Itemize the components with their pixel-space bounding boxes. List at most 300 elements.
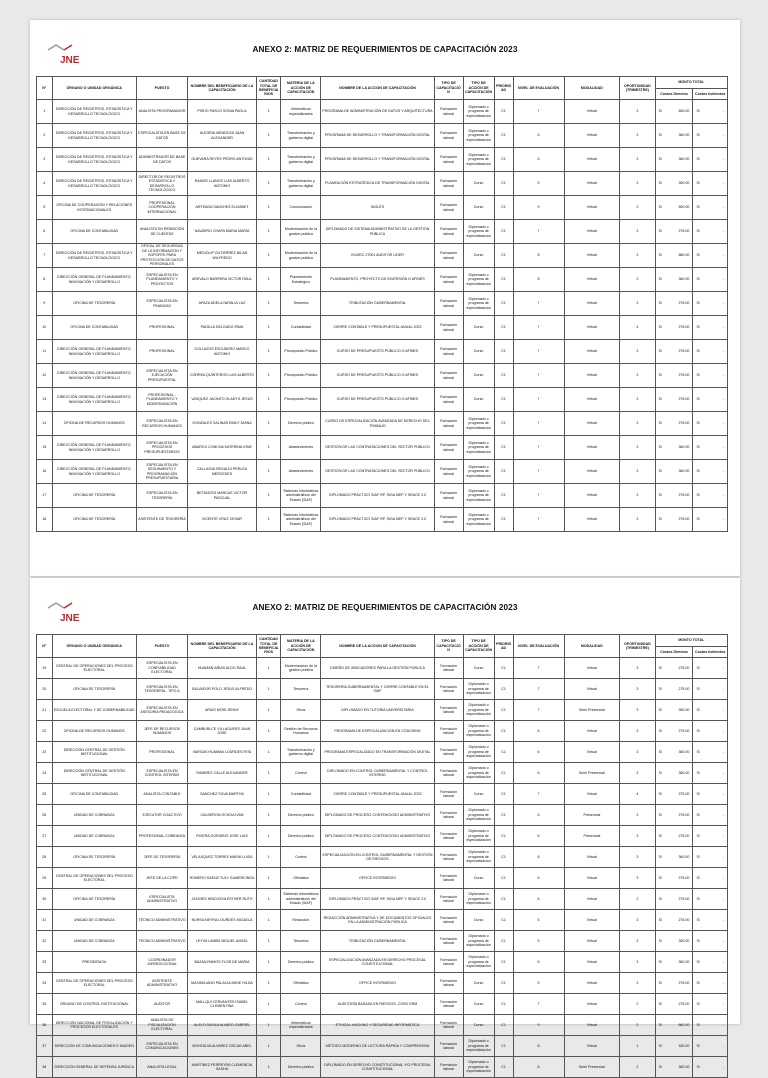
cell-materia: Transformación y gobierno digital — [281, 124, 321, 148]
cell-tipo: Formación laboral — [434, 364, 463, 388]
amount-value: - — [722, 854, 724, 859]
cell-materia: Transformación y gobierno digital — [281, 148, 321, 172]
cell-accion: TESORERÍA GUBERNAMENTAL Y CIERRE CONTABLE EN EL SIAF — [321, 679, 434, 700]
cell-indirecto — [693, 910, 728, 931]
cell-organo: DIRECCIÓN GENERAL DE PLANEAMIENTO, INNOVACIÓN Y DESARROLLO — [52, 340, 136, 364]
cell-nivel: 7 — [513, 412, 564, 436]
cell-puesto: PROFESIONAL — [136, 316, 187, 340]
currency-symbol: S/ — [696, 791, 700, 796]
cell-tipo_accion: Diplomado o programa de especialización — [463, 268, 494, 292]
cell-oportunidad: 3 — [620, 910, 656, 931]
cell-indirecto — [693, 124, 728, 148]
cell-nivel: 7 — [513, 784, 564, 805]
cell-oportunidad: 3 — [620, 172, 656, 196]
cell-accion: PLANEACIÓN ESTRATÉGICA DE TRANSFORMACIÓN DIGITAL — [321, 172, 434, 196]
cell-n: 6 — [37, 220, 53, 244]
cell-indirecto — [693, 148, 728, 172]
cell-n: 25 — [37, 784, 53, 805]
currency-symbol: S/ — [658, 1022, 663, 1027]
cell-tipo: Formación laboral — [434, 994, 463, 1015]
cell-accion: DIPLOMADO PRÁCTICO SIAF RP, SIGA MEF Y SEACE 3.0 — [321, 484, 434, 508]
cell-beneficiario: MAXIMILIANO PALACIA MIKIE HILDA — [188, 973, 257, 994]
cell-n: 23 — [37, 742, 53, 763]
cell-n: 32 — [37, 931, 53, 952]
cell-prioridad: C1 — [494, 700, 513, 721]
table-row — [37, 220, 728, 244]
table-row — [37, 148, 728, 172]
svg-text:JNE: JNE — [60, 613, 80, 624]
cell-puesto: COORDINADOR JURISDICCIONAL — [136, 952, 187, 973]
currency-symbol: S/ — [696, 854, 700, 859]
cell-accion: MÉTODO MODERNO DE LECTURA RÁPIDA Y COMPRENSIVA — [321, 1036, 434, 1057]
cell-organo: DIRECCIÓN DE REGISTROS, ESTADÍSTICA Y DESARROLLO TECNOLÓGICO — [52, 124, 136, 148]
table-row — [37, 460, 728, 484]
cell-cantidad: 1 — [256, 700, 280, 721]
cell-nivel: 8 — [513, 1036, 564, 1057]
amount-value: 360.00 — [678, 770, 690, 775]
cell-modalidad: Virtual — [564, 220, 620, 244]
currency-symbol: S/ — [696, 728, 700, 733]
cell-n: 31 — [37, 910, 53, 931]
cell-beneficiario: HUAMAN ARIAS ALDO RAUL — [188, 658, 257, 679]
cell-n: 13 — [37, 388, 53, 412]
cell-tipo_accion: Diplomado o programa de especialización — [463, 508, 494, 532]
amount-value: - — [722, 1022, 724, 1027]
cell-prioridad: C1 — [494, 316, 513, 340]
cell-directo — [655, 1015, 693, 1036]
cell-beneficiario: RIVERA GORIARIO JOSE LUIS — [188, 826, 257, 847]
cell-tipo_accion: Diplomado o programa de especialización — [463, 742, 494, 763]
cell-materia: Ofimática — [281, 868, 321, 889]
amount-value: - — [722, 770, 724, 775]
cell-indirecto — [693, 826, 728, 847]
cell-indirecto — [693, 889, 728, 910]
cell-cantidad: 1 — [256, 973, 280, 994]
cell-modalidad: Virtual — [564, 931, 620, 952]
cell-modalidad: Virtual — [564, 994, 620, 1015]
cell-tipo_accion: Curso — [463, 172, 494, 196]
cell-cantidad: 1 — [256, 196, 280, 220]
cell-oportunidad: 2 — [620, 994, 656, 1015]
currency-symbol: S/ — [658, 349, 663, 354]
cell-puesto: TÉCNICO ADMINISTRATIVO — [136, 910, 187, 931]
amount-value: 275.00 — [678, 875, 690, 880]
cell-puesto: EJECUTOR COACTIVO — [136, 805, 187, 826]
cell-puesto: PROFESIONAL — [136, 742, 187, 763]
amount-value: 275.00 — [678, 980, 690, 985]
cell-tipo: Formación laboral — [434, 316, 463, 340]
cell-prioridad: C1 — [494, 826, 513, 847]
currency-symbol: S/ — [658, 665, 663, 670]
amount-value: - — [722, 493, 724, 498]
cell-nivel: 5 — [513, 931, 564, 952]
cell-directo — [655, 412, 693, 436]
cell-indirecto — [693, 388, 728, 412]
currency-symbol: S/ — [658, 493, 663, 498]
currency-symbol: S/ — [658, 445, 663, 450]
cell-oportunidad: 3 — [620, 340, 656, 364]
header-indirectos: Costos Indirectos — [693, 88, 728, 100]
cell-tipo_accion: Diplomado o programa de especialización — [463, 484, 494, 508]
cell-beneficiario: ROMERO SAENZ YULY GUMERCINDA — [188, 868, 257, 889]
cell-beneficiario: ARTEAGA SANCHEZ ELIZABET — [188, 196, 257, 220]
cell-beneficiario: APAZA ADELA NATALIA LUZ — [188, 292, 257, 316]
table-row — [37, 508, 728, 532]
amount-value: - — [722, 277, 724, 282]
cell-accion: PROGRAMA ESPECIALIZADO EN TRANSFORMACIÓN DIGITAL — [321, 742, 434, 763]
cell-n: 24 — [37, 763, 53, 784]
amount-value: 275.00 — [678, 728, 690, 733]
cell-prioridad: C1 — [494, 742, 513, 763]
cell-n: 35 — [37, 994, 53, 1015]
cell-modalidad: Virtual — [564, 460, 620, 484]
currency-symbol: S/ — [696, 749, 700, 754]
amount-value: - — [722, 1001, 724, 1006]
cell-modalidad: Virtual — [564, 244, 620, 268]
cell-organo: DIRECCIÓN GENERAL DE DEFENSA JURÍDICA — [52, 1057, 136, 1078]
cell-oportunidad: 3 — [620, 679, 656, 700]
cell-n: 21 — [37, 700, 53, 721]
cell-oportunidad: 3 — [620, 952, 656, 973]
cell-nivel: 6 — [513, 826, 564, 847]
table-row — [37, 316, 728, 340]
cell-accion: AUDITORÍA BASADA EN RIESGOS, COSO ERM — [321, 994, 434, 1015]
cell-beneficiario: GONZALES SALINAS EMILY DIANA — [188, 412, 257, 436]
cell-prioridad: C1 — [494, 508, 513, 532]
cell-nivel: 7 — [513, 100, 564, 124]
cell-prioridad: C1 — [494, 784, 513, 805]
cell-nivel: 9 — [513, 196, 564, 220]
currency-symbol: S/ — [696, 301, 700, 306]
cell-prioridad: C1 — [494, 148, 513, 172]
amount-value: 275.00 — [678, 791, 690, 796]
cell-organo: DIRECCIÓN GENERAL DE PLANEAMIENTO, INNOVACIÓN Y DESARROLLO — [52, 436, 136, 460]
cell-indirecto — [693, 412, 728, 436]
amount-value: - — [722, 980, 724, 985]
cell-oportunidad: 3 — [620, 868, 656, 889]
cell-n: 36 — [37, 1015, 53, 1036]
cell-directo — [655, 1057, 693, 1078]
cell-n: 4 — [37, 172, 53, 196]
cell-directo — [655, 292, 693, 316]
currency-symbol: S/ — [658, 109, 663, 114]
cell-directo — [655, 973, 693, 994]
cell-materia: Abastecimiento — [281, 436, 321, 460]
cell-tipo: Formación laboral — [434, 868, 463, 889]
cell-beneficiario: PISHO PASCO SONIA PAOLA — [188, 100, 257, 124]
cell-materia: Otros — [281, 1036, 321, 1057]
cell-materia: Modernización de la gestión pública — [281, 220, 321, 244]
cell-nivel: 6 — [513, 847, 564, 868]
table-row — [37, 910, 728, 931]
cell-puesto: ESPECIALISTA EN PLANEAMIENTO Y PROYECTOS — [136, 268, 187, 292]
header-beneficiario: NOMBRE DEL BENEFICIARIO DE LA CAPACITACIÓN — [188, 77, 257, 100]
cell-directo — [655, 658, 693, 679]
cell-organo: DIRECCIÓN DE COMUNICACIONES E IMAGEN — [52, 1036, 136, 1057]
cell-tipo_accion: Diplomado o programa de especialización — [463, 700, 494, 721]
cell-materia: Tesorería — [281, 679, 321, 700]
cell-beneficiario: MEDIOLIP GUTIERREZ NILAN WILFREDO — [188, 244, 257, 268]
cell-beneficiario: SANCHEZ SILVA MARTHA — [188, 784, 257, 805]
cell-beneficiario: NAVARRO CHAPA MARIA MARIA — [188, 220, 257, 244]
cell-organo: OFICINA DE TESORERÍA — [52, 889, 136, 910]
cell-nivel: 7 — [513, 340, 564, 364]
cell-organo: UNIDAD DE COBRANZA — [52, 931, 136, 952]
amount-value: - — [722, 397, 724, 402]
amount-value: - — [722, 109, 724, 114]
cell-tipo_accion: Curso — [463, 910, 494, 931]
amount-value: 275.00 — [678, 517, 690, 522]
cell-accion: GESTIÓN DE LAS CONTRATACIONES DEL SECTOR PÚBLICO — [321, 460, 434, 484]
cell-tipo_accion: Curso — [463, 1015, 494, 1036]
cell-tipo_accion: Diplomado o programa de especialización — [463, 952, 494, 973]
cell-beneficiario: VELASQUEZ TORRES MARIA LUISA — [188, 847, 257, 868]
cell-indirecto — [693, 268, 728, 292]
amount-value: - — [722, 791, 724, 796]
document-title: ANEXO 2: MATRIZ DE REQUERIMIENTOS DE CAPACITACIÓN 2023 — [252, 603, 518, 612]
header-directos: Costos Directos — [655, 646, 693, 658]
cell-tipo: Formación laboral — [434, 700, 463, 721]
cell-n: 12 — [37, 364, 53, 388]
cell-tipo: Formación laboral — [434, 847, 463, 868]
cell-tipo: Formación laboral — [434, 1057, 463, 1078]
cell-nivel: 5 — [513, 910, 564, 931]
cell-indirecto — [693, 847, 728, 868]
cell-tipo: Formación laboral — [434, 484, 463, 508]
cell-organo: OFICINA DE TESORERÍA — [52, 679, 136, 700]
header-prioridad: PRIORIDAD — [494, 635, 513, 658]
cell-accion: DIPLOMADO DE SISTEMA ADMINISTRATIVO DE LA GESTIÓN PÚBLICA — [321, 220, 434, 244]
cell-n: 2 — [37, 124, 53, 148]
cell-nivel: 6 — [513, 952, 564, 973]
currency-symbol: S/ — [696, 133, 700, 138]
cell-accion: PROGRAMA DE DESARROLLO Y TRANSFORMACIÓN DIGITAL — [321, 124, 434, 148]
cell-materia: Abastecimiento — [281, 460, 321, 484]
currency-symbol: S/ — [658, 181, 663, 186]
cell-puesto: DIRECTOR DE REGISTROS ESTADÍSTICA Y DESARROLLO TECNOLÓGICO — [136, 172, 187, 196]
table-row — [37, 721, 728, 742]
amount-value: - — [722, 812, 724, 817]
currency-symbol: S/ — [658, 205, 663, 210]
cell-modalidad: Virtual — [564, 910, 620, 931]
cell-tipo_accion: Diplomado o programa de especialización — [463, 436, 494, 460]
cell-n: 14 — [37, 412, 53, 436]
cell-tipo: Formación laboral — [434, 889, 463, 910]
cell-organo: CENTRAL DE OPERACIONES DEL PROCESO ELECTORAL — [52, 868, 136, 889]
amount-value: 360.00 — [678, 469, 690, 474]
cell-oportunidad: 4 — [620, 784, 656, 805]
cell-tipo: Formación laboral — [434, 196, 463, 220]
cell-materia: Tesorería — [281, 931, 321, 952]
cell-tipo_accion: Diplomado o programa de especialización — [463, 412, 494, 436]
cell-tipo: Formación laboral — [434, 436, 463, 460]
table-row — [37, 1015, 728, 1036]
header-nivel: NIVEL DE EVALUACIÓN — [513, 635, 564, 658]
currency-symbol: S/ — [658, 253, 663, 258]
cell-materia: Transformación y gobierno digital — [281, 742, 321, 763]
cell-accion: REDACCIÓN ADMINISTRATIVA Y DE DOCUMENTOS OFICIALES EN LA ADMINISTRACIÓN PÚBLICA — [321, 910, 434, 931]
cell-beneficiario: CALLASVA REGALDI PERLEA MERCEDES — [188, 460, 257, 484]
table-row — [37, 805, 728, 826]
cell-tipo_accion: Diplomado o programa de especialización — [463, 721, 494, 742]
amount-value: - — [722, 157, 724, 162]
cell-beneficiario: JACINES HINOJOSA ESTHER RUTH — [188, 889, 257, 910]
amount-value: - — [722, 749, 724, 754]
amount-value: 275.00 — [678, 917, 690, 922]
cell-beneficiario: ABARCO CONCHA KATERINA IONE — [188, 436, 257, 460]
amount-value: - — [722, 728, 724, 733]
cell-prioridad: C1 — [494, 172, 513, 196]
cell-organo: DIRECCIÓN GENERAL DE PLANEAMIENTO, INNOVACIÓN Y DESARROLLO — [52, 268, 136, 292]
cell-cantidad: 1 — [256, 268, 280, 292]
cell-accion: DIPLOMADO DE PROCESO CONTENCIOSO ADMINISTRATIVO — [321, 826, 434, 847]
cell-accion: INGLÉS — [321, 196, 434, 220]
currency-symbol: S/ — [696, 493, 700, 498]
amount-value: 460.00 — [678, 109, 690, 114]
cell-materia: Control — [281, 994, 321, 1015]
currency-symbol: S/ — [658, 325, 663, 330]
cell-modalidad: Virtual — [564, 148, 620, 172]
cell-organo: OFICINA DE COOPERACIÓN Y RELACIONES INTERNACIONALES — [52, 196, 136, 220]
currency-symbol: S/ — [658, 854, 663, 859]
cell-tipo: Formación laboral — [434, 388, 463, 412]
cell-nivel: 8 — [513, 268, 564, 292]
amount-value: 360.00 — [678, 133, 690, 138]
cell-directo — [655, 805, 693, 826]
cell-organo: DIRECCIÓN DE REGISTROS, ESTADÍSTICA Y DESARROLLO TECNOLÓGICO — [52, 148, 136, 172]
table-row — [37, 889, 728, 910]
currency-symbol: S/ — [696, 833, 700, 838]
cell-puesto: ESPECIALISTA EN COMUNICACIONES — [136, 1036, 187, 1057]
cell-organo: DIRECCIÓN GENERAL DE PLANEAMIENTO, INNOVACIÓN Y DESARROLLO — [52, 388, 136, 412]
cell-indirecto — [693, 100, 728, 124]
cell-indirecto — [693, 1036, 728, 1057]
cell-nivel: 9 — [513, 1015, 564, 1036]
cell-tipo_accion: Diplomado o programa de especialización — [463, 679, 494, 700]
cell-n: 10 — [37, 316, 53, 340]
cell-modalidad: Virtual — [564, 268, 620, 292]
header-n: N° — [37, 635, 53, 658]
header-cantidad: CANTIDAD TOTAL DE BENEFICIARIOS — [256, 77, 280, 100]
cell-nivel: 6 — [513, 805, 564, 826]
header-n: N° — [37, 77, 53, 100]
cell-n: 7 — [37, 244, 53, 268]
amount-value: - — [722, 665, 724, 670]
cell-cantidad: 1 — [256, 1015, 280, 1036]
cell-puesto: ESPECIALISTA EN EJECUCIÓN PRESUPUESTAL — [136, 364, 187, 388]
requirements-table — [36, 76, 728, 532]
cell-cantidad: 1 — [256, 292, 280, 316]
cell-indirecto — [693, 994, 728, 1015]
currency-symbol: S/ — [696, 349, 700, 354]
cell-materia: Derecho público — [281, 805, 321, 826]
cell-oportunidad: 3 — [620, 484, 656, 508]
cell-materia: Derecho público — [281, 412, 321, 436]
cell-n: 18 — [37, 508, 53, 532]
cell-nivel: 6 — [513, 889, 564, 910]
cell-modalidad: Virtual — [564, 721, 620, 742]
cell-directo — [655, 679, 693, 700]
cell-oportunidad: 2 — [620, 1057, 656, 1078]
cell-materia: Ofimática — [281, 973, 321, 994]
svg-text:JNE: JNE — [60, 55, 80, 66]
cell-modalidad: Virtual — [564, 100, 620, 124]
cell-oportunidad: 3 — [620, 100, 656, 124]
amount-value: 275.00 — [678, 812, 690, 817]
currency-symbol: S/ — [658, 728, 663, 733]
cell-modalidad: Semi Presencial — [564, 700, 620, 721]
cell-directo — [655, 994, 693, 1015]
amount-value: 300.00 — [678, 181, 690, 186]
cell-tipo_accion: Diplomado o programa de especialización — [463, 148, 494, 172]
cell-oportunidad: 4 — [620, 316, 656, 340]
cell-nivel: 7 — [513, 658, 564, 679]
currency-symbol: S/ — [696, 707, 700, 712]
cell-materia: Gestión de Recursos Humanos — [281, 721, 321, 742]
cell-prioridad: C1 — [494, 124, 513, 148]
header-prioridad: PRIORIDAD — [494, 77, 513, 100]
cell-nivel: 6 — [513, 742, 564, 763]
amount-value: 660.00 — [678, 1022, 690, 1027]
cell-accion: CURSO DE PRESUPUESTO PÚBLICO O AFINES — [321, 388, 434, 412]
amount-value: - — [722, 1043, 724, 1048]
cell-cantidad: 1 — [256, 340, 280, 364]
cell-prioridad: C1 — [494, 412, 513, 436]
cell-indirecto — [693, 868, 728, 889]
cell-prioridad: C1 — [494, 220, 513, 244]
cell-cantidad: 1 — [256, 826, 280, 847]
cell-beneficiario: RAMIREZ CALLE ALEXANDER — [188, 763, 257, 784]
cell-puesto: JEFE DE RECURSOS HUMANOS — [136, 721, 187, 742]
cell-beneficiario: MONTALVA ALVAREZ OSCAR ABEL — [188, 1036, 257, 1057]
cell-prioridad: C1 — [494, 847, 513, 868]
cell-accion: CURSO DE ESPECIALIZACIÓN AVANZADA DE DERECHO DEL TRABAJO — [321, 412, 434, 436]
cell-oportunidad: 3 — [620, 388, 656, 412]
cell-indirecto — [693, 973, 728, 994]
cell-beneficiario: GUEVARA REYES PEDRO ANTONIO — [188, 148, 257, 172]
cell-cantidad: 1 — [256, 847, 280, 868]
cell-accion: CURSO DE PRESUPUESTO PÚBLICO O AFINES — [321, 364, 434, 388]
cell-indirecto — [693, 805, 728, 826]
cell-directo — [655, 148, 693, 172]
cell-organo: OFICINA DE TESORERÍA — [52, 508, 136, 532]
header-beneficiario: NOMBRE DEL BENEFICIARIO DE LA CAPACITACIÓN — [188, 635, 257, 658]
cell-organo: UNIDAD DE COBRANZA — [52, 805, 136, 826]
cell-organo: OFICINA DE TESORERÍA — [52, 847, 136, 868]
requirements-table — [36, 634, 728, 1078]
cell-oportunidad: 3 — [620, 742, 656, 763]
cell-materia: Sistemas informáticos administrativos del Estado (SIAF) — [281, 484, 321, 508]
cell-materia: Redacción — [281, 910, 321, 931]
cell-materia: Presupuesto Público — [281, 388, 321, 412]
cell-organo: DIRECCIÓN GENERAL DE PLANEAMIENTO, INNOVACIÓN Y DESARROLLO — [52, 460, 136, 484]
table-row — [37, 244, 728, 268]
cell-tipo_accion: Diplomado o programa de especialización — [463, 847, 494, 868]
cell-accion: DISEÑO DE INDICADORES PARA LA GESTIÓN PÚBLICA — [321, 658, 434, 679]
cell-puesto: ESPECIALISTA EN TESORERÍA — [136, 484, 187, 508]
cell-tipo: Formación laboral — [434, 826, 463, 847]
cell-tipo: Formación laboral — [434, 1036, 463, 1057]
cell-prioridad: C1 — [494, 658, 513, 679]
cell-n: 9 — [37, 292, 53, 316]
currency-symbol: S/ — [696, 373, 700, 378]
cell-n: 27 — [37, 826, 53, 847]
cell-oportunidad: 3 — [620, 148, 656, 172]
cell-indirecto — [693, 196, 728, 220]
cell-oportunidad: 1 — [620, 1036, 656, 1057]
amount-value: 275.00 — [678, 373, 690, 378]
header-puesto: PUESTO — [136, 77, 187, 100]
